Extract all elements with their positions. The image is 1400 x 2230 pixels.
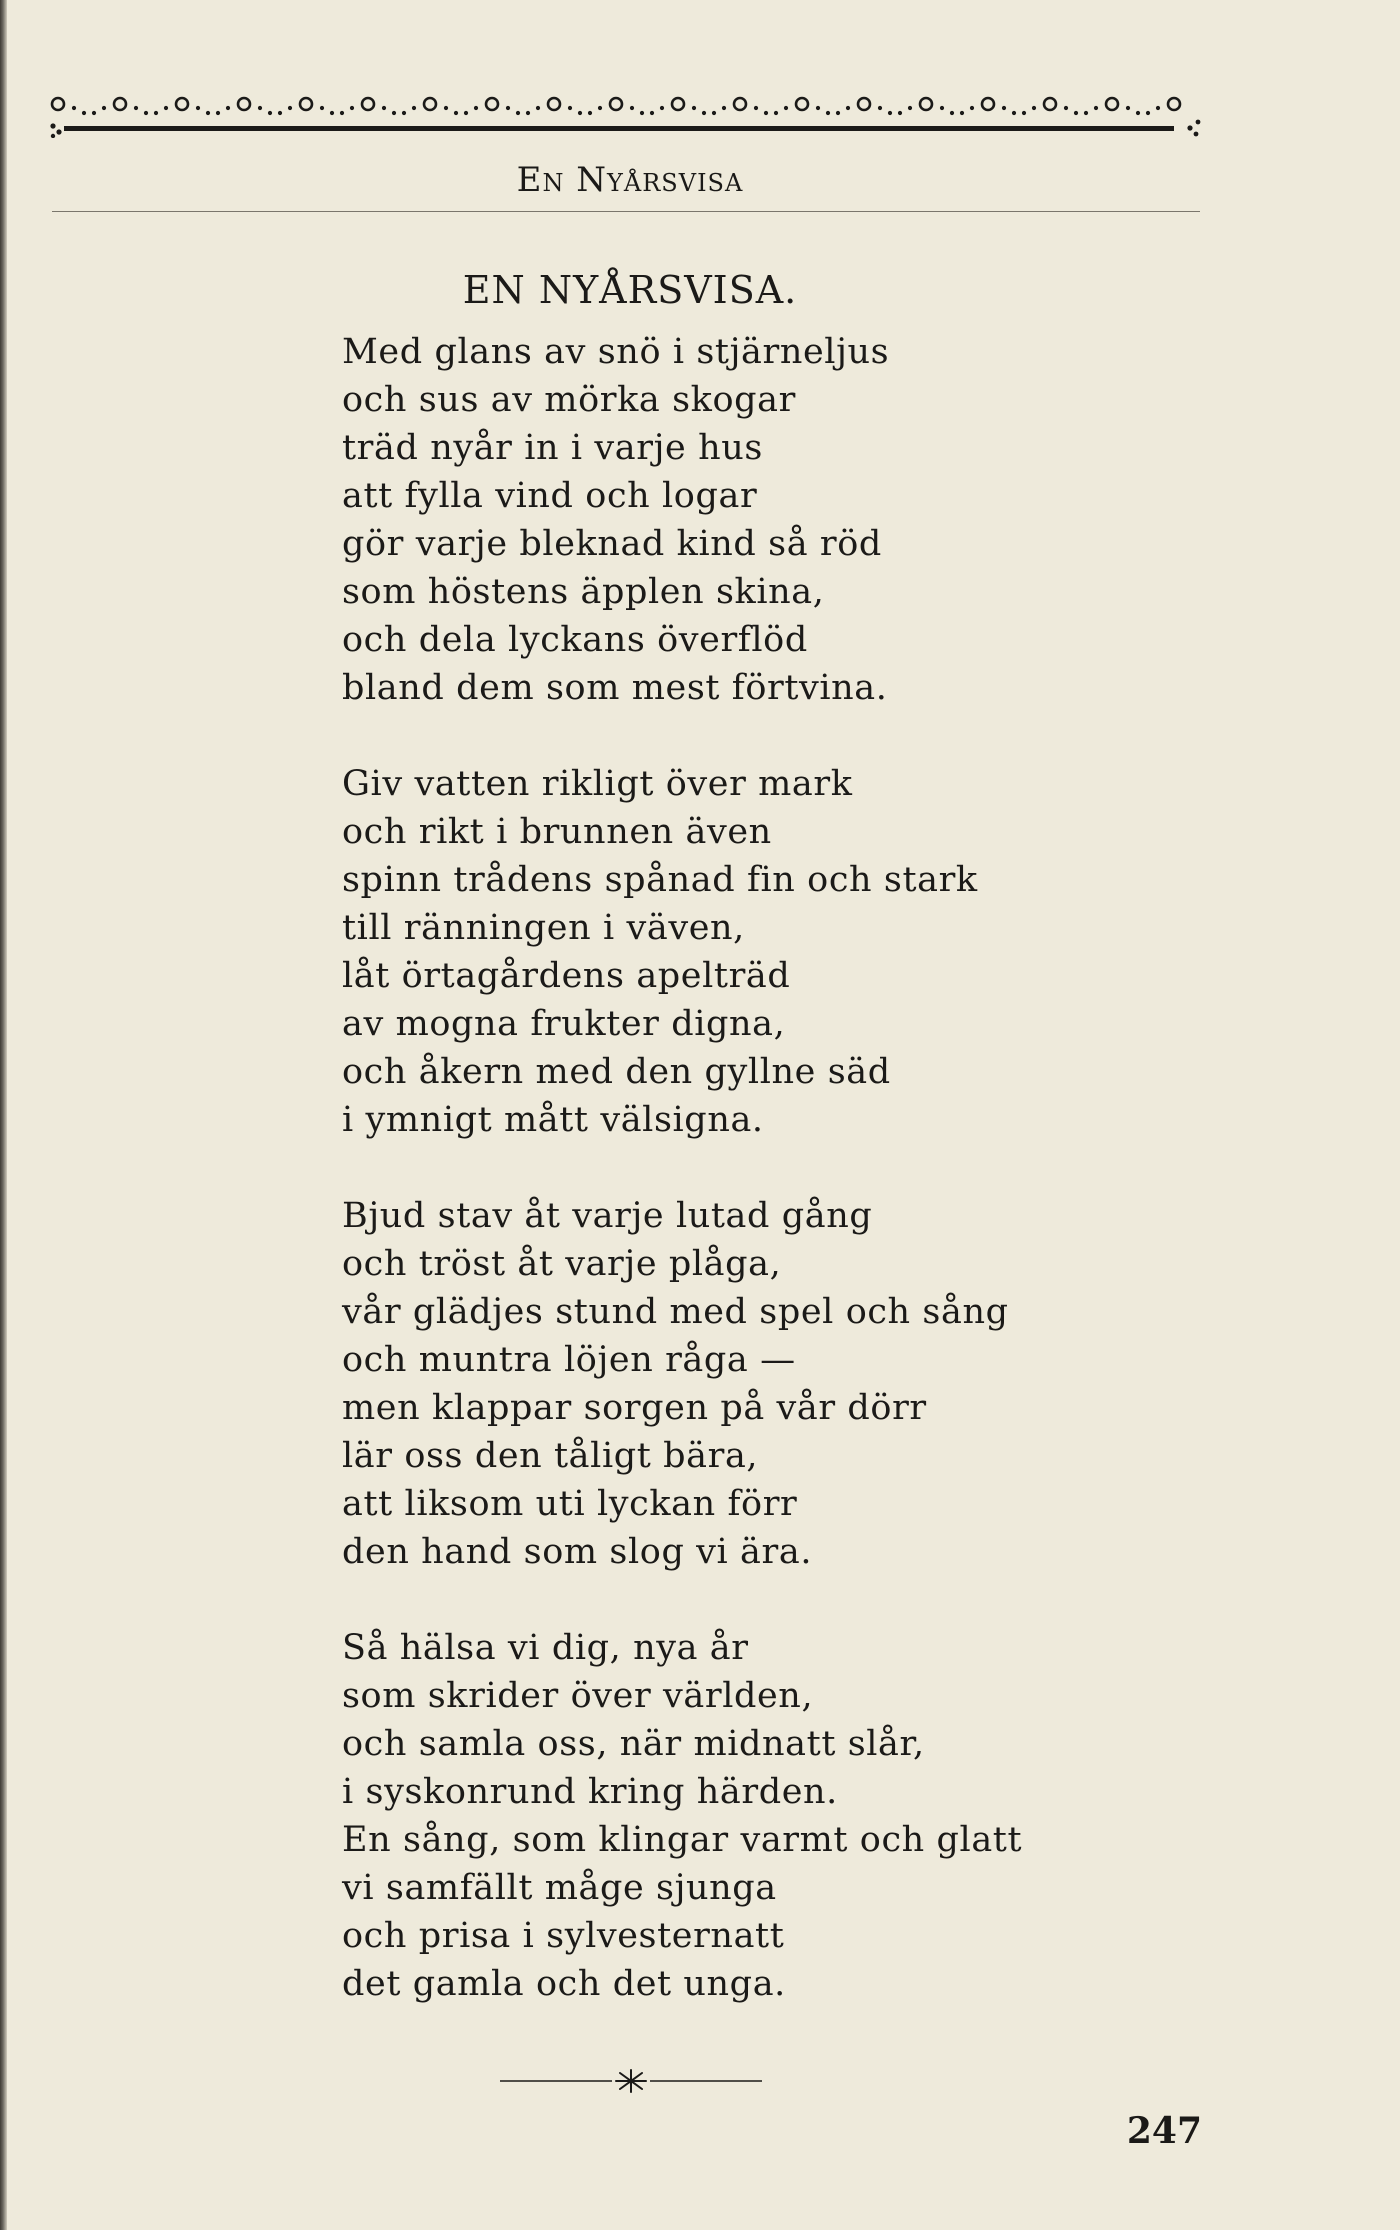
poem-line: och rikt i brunnen även	[342, 812, 772, 852]
ornament-dot	[464, 111, 468, 115]
ornament-ring	[176, 98, 188, 110]
poem-body	[342, 328, 1202, 2056]
ornament-ring	[114, 98, 126, 110]
ornament-dot	[960, 111, 964, 115]
header-rule	[52, 211, 1200, 212]
ornament-dot	[816, 106, 820, 110]
ornament-dot	[598, 106, 602, 110]
poem-line: som skrider över världen,	[342, 1676, 814, 1716]
ornament-dot	[692, 106, 696, 110]
poem-title: EN NYÅRSVISA.	[462, 268, 798, 312]
ornament-dot	[1156, 106, 1160, 110]
poem-line: En sång, som klingar varmt och glatt	[342, 1820, 1023, 1860]
poem-line: och dela lyckans överflöd	[342, 620, 808, 660]
ornament-ring	[734, 98, 746, 110]
ornament-dot	[1012, 111, 1016, 115]
ornament-dot	[288, 106, 292, 110]
ornament-ring	[52, 98, 64, 110]
poem-line: Giv vatten rikligt över mark	[342, 764, 853, 804]
ornament-dot	[164, 106, 168, 110]
ornament-dot	[888, 111, 892, 115]
ornament-dot	[898, 111, 902, 115]
ornament-ring	[238, 98, 250, 110]
ornament-dot	[836, 111, 840, 115]
poem-line: Så hälsa vi dig, nya år	[342, 1628, 749, 1668]
ornament-dot	[340, 111, 344, 115]
ornamental-border-icon	[50, 86, 1202, 138]
ornament-dot	[350, 106, 354, 110]
ornament-dot	[506, 106, 510, 110]
ornament-dot	[82, 111, 86, 115]
poem-line: att fylla vind och logar	[342, 476, 758, 516]
page-gutter-edge	[0, 0, 7, 2230]
ornament-dot	[754, 106, 758, 110]
ornament-dot	[1126, 106, 1130, 110]
ornament-ring	[362, 98, 374, 110]
asterisk-rule-icon	[500, 2068, 762, 2094]
running-head: En Nyårsvisa	[516, 160, 744, 200]
poem-line: i syskonrund kring härden.	[342, 1772, 838, 1812]
ornament-dot	[144, 111, 148, 115]
ornament-dot	[784, 106, 788, 110]
ornament-dot	[444, 106, 448, 110]
ornament-dot	[1022, 111, 1026, 115]
ornament-dot	[196, 106, 200, 110]
stanza	[342, 760, 1202, 1144]
ornament-dot	[588, 111, 592, 115]
ornament-dot	[1146, 111, 1150, 115]
stanza	[342, 1624, 1202, 2008]
poem-line: och sus av mörka skogar	[342, 380, 796, 420]
poem-line: och åkern med den gyllne säd	[342, 1052, 891, 1092]
poem-line: men klappar sorgen på vår dörr	[342, 1388, 927, 1428]
ornament-dot	[650, 111, 654, 115]
ornament-dot	[764, 111, 768, 115]
ornament-dot	[568, 106, 572, 110]
ornament-dot	[878, 106, 882, 110]
poem-line: låt örtagårdens apelträd	[342, 956, 791, 996]
ornament-dot	[72, 106, 76, 110]
ornament-dot	[1032, 106, 1036, 110]
ornament-dot	[1094, 106, 1098, 110]
poem-line: den hand som slog vi ära.	[342, 1532, 813, 1572]
ornament-dot	[516, 111, 520, 115]
page-number: 247	[1126, 2110, 1202, 2152]
poem-line: bland dem som mest förtvina.	[342, 668, 888, 708]
ornament-dot	[454, 111, 458, 115]
ornament-dot	[226, 106, 230, 110]
ornament-ring	[858, 98, 870, 110]
poem-line: vi samfällt måge sjunga	[342, 1868, 777, 1908]
poem-line: Med glans av snö i stjärneljus	[342, 332, 890, 372]
poem-line: spinn trådens spånad fin och stark	[342, 860, 978, 900]
ornament-ring	[300, 98, 312, 110]
ornament-dot	[536, 106, 540, 110]
ornament-dot	[134, 106, 138, 110]
poem-line: det gamla och det unga.	[342, 1964, 786, 2004]
ornament-dot	[940, 106, 944, 110]
poem-line: av mogna frukter digna,	[342, 1004, 786, 1044]
ornament-dot	[154, 111, 158, 115]
ornament-dot	[268, 111, 272, 115]
ornament-dot	[826, 111, 830, 115]
ornament-dot	[1064, 106, 1068, 110]
ornament-dot	[412, 106, 416, 110]
ornament-dot	[526, 111, 530, 115]
ornament-dot	[216, 111, 220, 115]
ornament-ring	[672, 98, 684, 110]
ornament-dot	[330, 111, 334, 115]
ornament-dot	[1084, 111, 1088, 115]
poem-line: träd nyår in i varje hus	[342, 428, 763, 468]
ornament-dot	[908, 106, 912, 110]
ornament-dot	[774, 111, 778, 115]
ornament-dot	[702, 111, 706, 115]
poem-line: och tröst åt varje plåga,	[342, 1244, 782, 1284]
stanza	[342, 328, 1202, 712]
poem-line: gör varje bleknad kind så röd	[342, 524, 882, 564]
ornament-dot	[630, 106, 634, 110]
ornament-dot	[712, 111, 716, 115]
ornament-dot	[402, 111, 406, 115]
ornament-dot	[640, 111, 644, 115]
ornament-dot	[1136, 111, 1140, 115]
ornament-ring	[486, 98, 498, 110]
poem-line: Bjud stav åt varje lutad gång	[342, 1196, 873, 1236]
ornament-dot	[1074, 111, 1078, 115]
ornament-dot	[102, 106, 106, 110]
ornament-dot	[392, 111, 396, 115]
ornament-ring	[1044, 98, 1056, 110]
ornament-dot	[1002, 106, 1006, 110]
poem-line: till ränningen i väven,	[342, 908, 745, 948]
ornament-dot	[278, 111, 282, 115]
ornament-dot	[382, 106, 386, 110]
ornament-dot	[660, 106, 664, 110]
ornament-ring	[424, 98, 436, 110]
ornament-ring	[1106, 98, 1118, 110]
ornament-ring	[548, 98, 560, 110]
ornament-dot	[474, 106, 478, 110]
ornament-dot	[320, 106, 324, 110]
poem-line: att liksom uti lyckan förr	[342, 1484, 798, 1524]
ornament-ring	[610, 98, 622, 110]
ornament-dot	[258, 106, 262, 110]
ornament-dot	[846, 106, 850, 110]
ornament-dot	[970, 106, 974, 110]
poem-line: och muntra löjen råga —	[342, 1340, 796, 1380]
poem-line: i ymnigt mått välsigna.	[342, 1100, 764, 1140]
ornament-dot	[722, 106, 726, 110]
poem-line: vår glädjes stund med spel och sång	[342, 1292, 1009, 1332]
poem-line: lär oss den tåligt bära,	[342, 1436, 759, 1476]
poem-line: och samla oss, när midnatt slår,	[342, 1724, 925, 1764]
ornament-dot	[950, 111, 954, 115]
ornament-ring	[796, 98, 808, 110]
poem-line: och prisa i sylvesternatt	[342, 1916, 785, 1956]
ornament-dot	[578, 111, 582, 115]
ornament-ring	[982, 98, 994, 110]
ornament-ring	[920, 98, 932, 110]
ornament-ring	[1168, 98, 1180, 110]
poem-line: som höstens äpplen skina,	[342, 572, 825, 612]
ornament-dot	[92, 111, 96, 115]
stanza	[342, 1192, 1202, 1576]
ornament-dot	[206, 111, 210, 115]
